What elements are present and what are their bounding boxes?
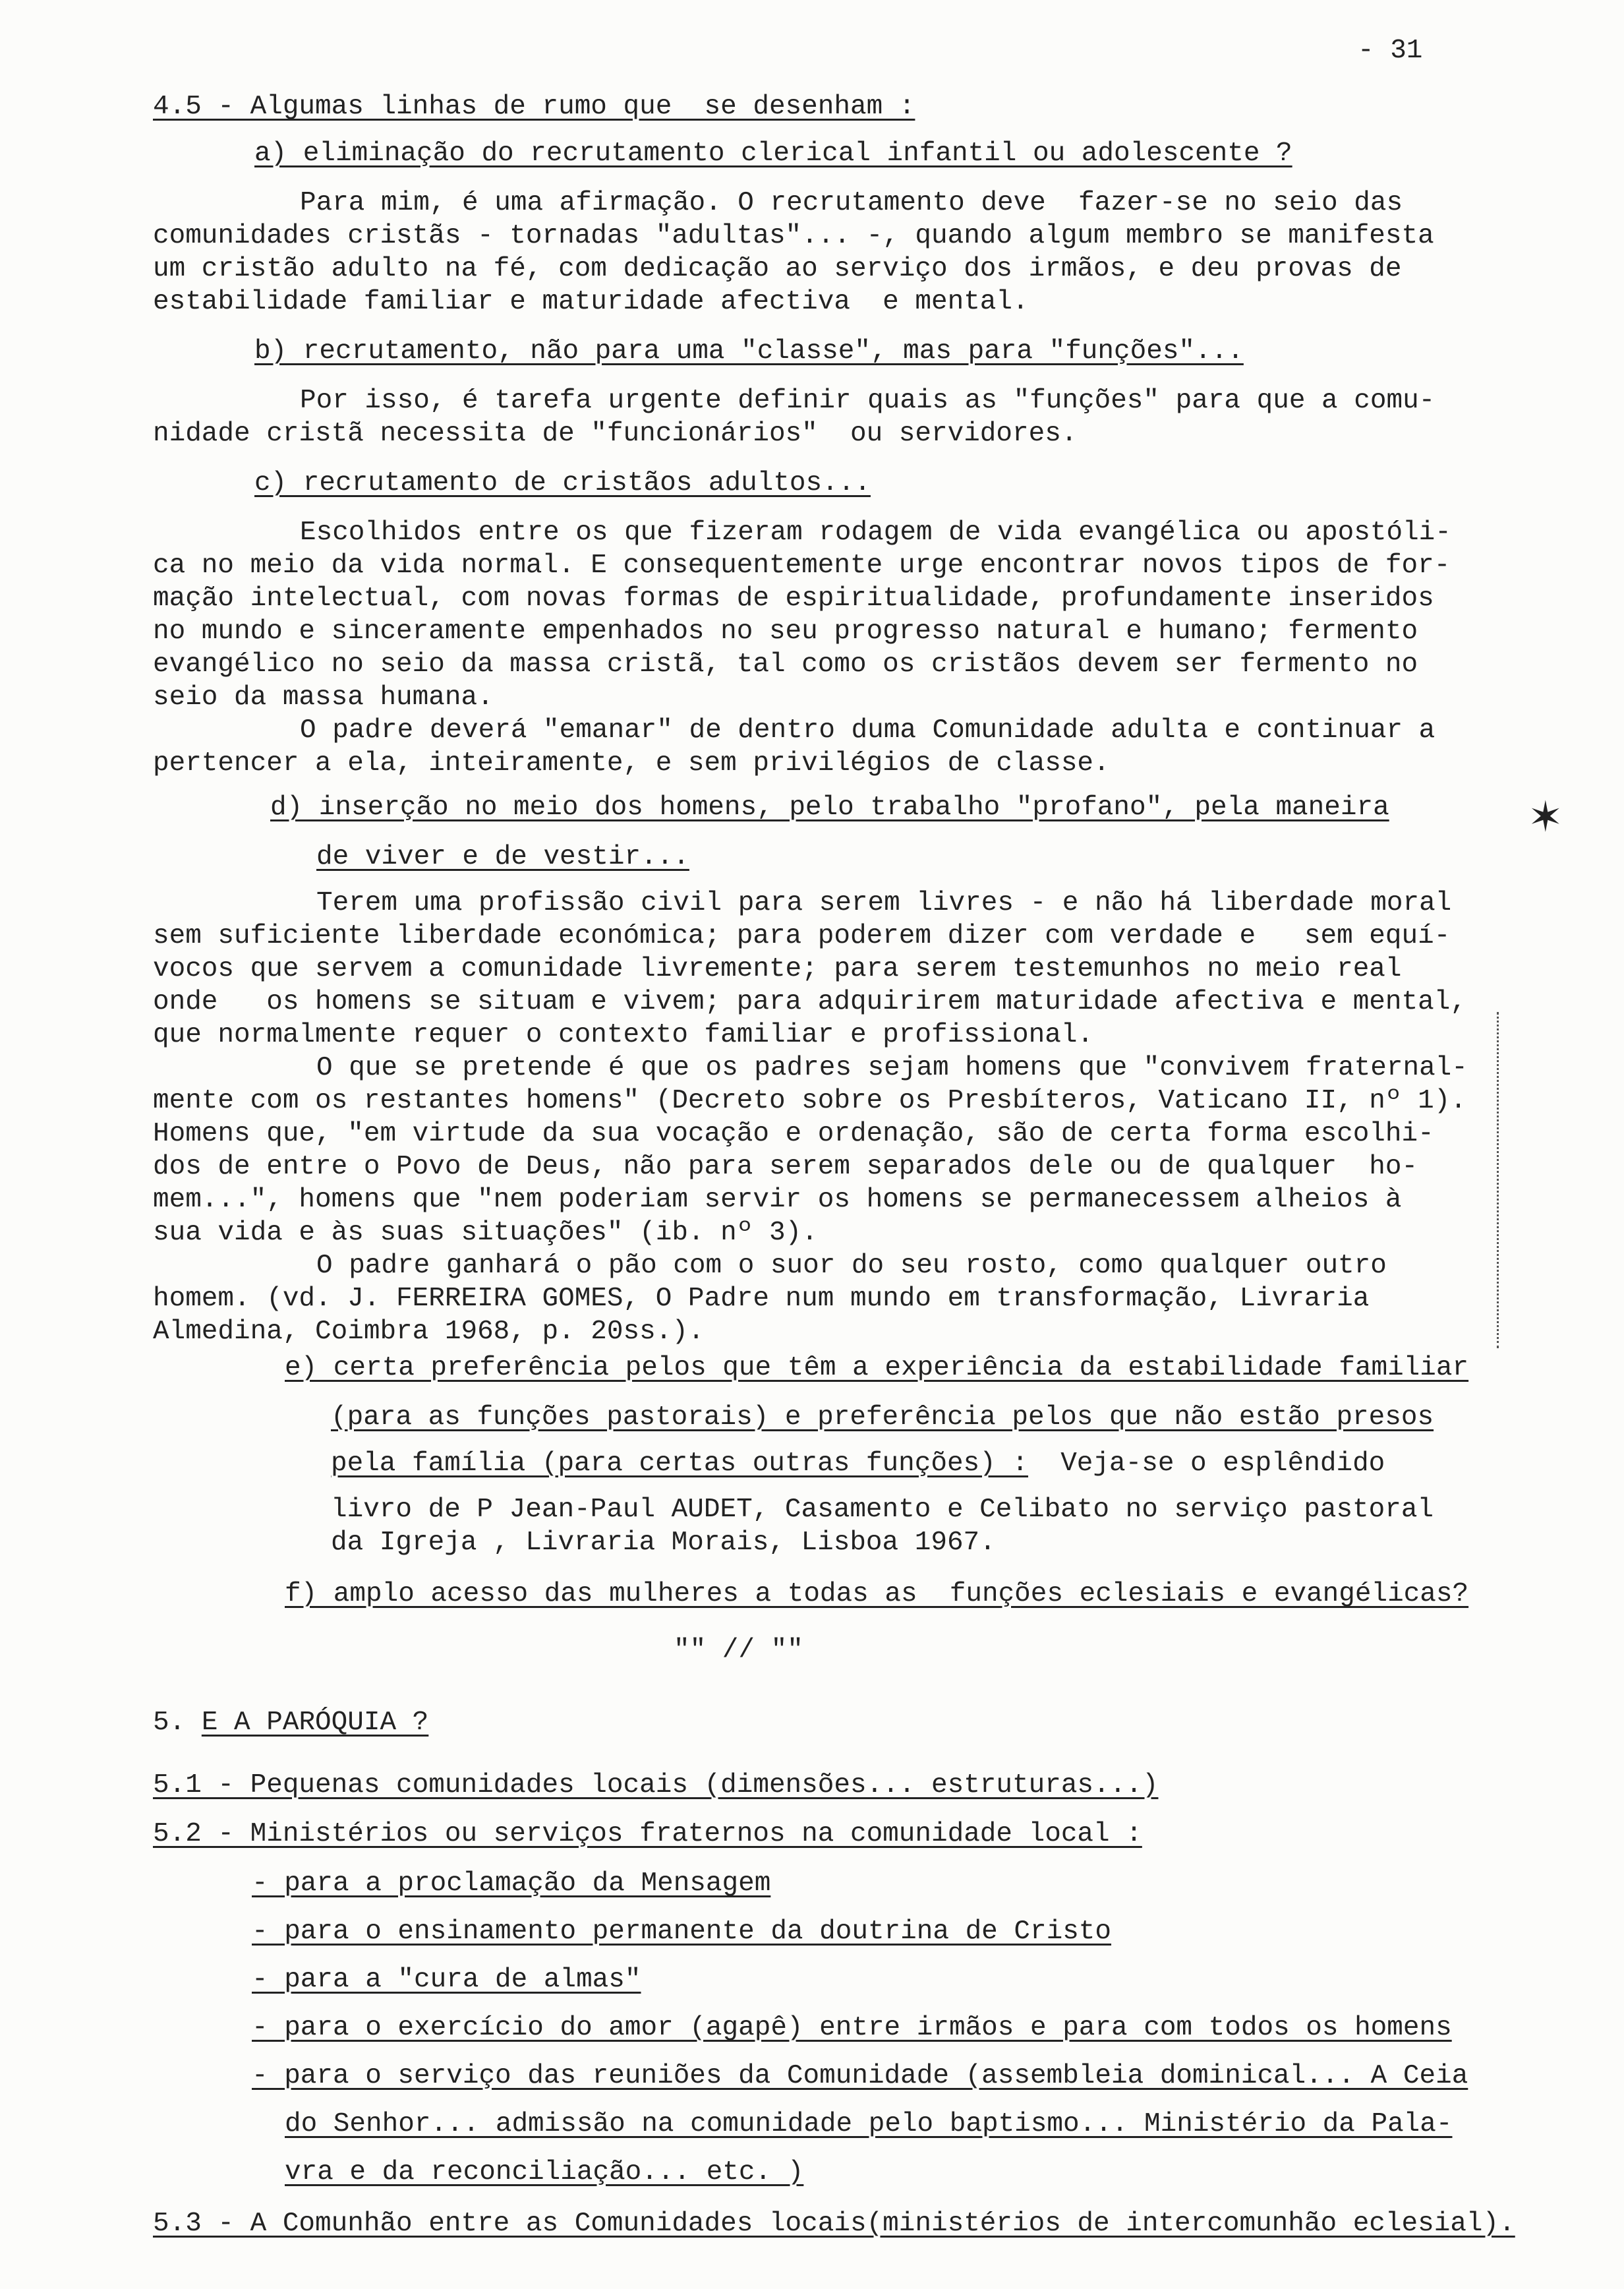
item-d-title: d) inserção no meio dos homens, pelo trabalho "profano", pela maneira [270, 792, 1389, 823]
ministry-item: - para a "cura de almas" [252, 1965, 641, 1995]
item-c-line: mação intelectual, com novas formas de espiritualidade, profundamente inseridos [153, 583, 1434, 614]
item-d-line: Terem uma profissão civil para serem livres - e não há liberdade moral [316, 888, 1452, 918]
item-e-title-line3 [331, 1447, 1385, 1480]
ministry-item-cont: vra e da reconciliação... etc. ) [285, 2157, 804, 2187]
item-c-line: pertencer a ela, inteiramente, e sem privilégios de classe. [153, 748, 1110, 779]
ministry-item-cont: do Senhor... admissão na comunidade pelo baptismo... Ministério da Pala- [285, 2109, 1453, 2139]
item-c-line: Escolhidos entre os que fizeram rodagem de vida evangélica ou apostóli- [300, 518, 1451, 548]
section-5-number: 5. [153, 1708, 186, 1738]
item-d-line: homem. (vd. J. FERREIRA GOMES, O Padre num mundo em transformação, Livraria [153, 1284, 1370, 1314]
item-d-line: O que se pretende é que os padres sejam homens que "convivem fraternal- [316, 1053, 1468, 1083]
item-d-line: mem...", homens que "nem poderiam servir os homens se permanecessem alheios à [153, 1185, 1402, 1215]
section-heading-5 [153, 1706, 428, 1739]
item-b-title: b) recrutamento, não para uma "classe", mas para "funções"... [254, 336, 1244, 367]
item-c-line: ca no meio da vida normal. E consequentemente urge encontrar novos tipos de for- [153, 550, 1451, 581]
item-e-title-end: pela família (para certas outras funções) : [331, 1448, 1028, 1479]
item-c-line: O padre deverá "emanar" de dentro duma Comunidade adulta e continuar a [300, 715, 1436, 746]
item-d-line: onde os homens se situam e vivem; para adquirirem maturidade afectiva e mental, [153, 987, 1466, 1017]
ministry-item: - para o ensinamento permanente da doutrina de Cristo [252, 1917, 1112, 1947]
section-5-title: E A PARÓQUIA ? [201, 1708, 429, 1738]
ministry-item: - para o exercício do amor (agapê) entre irmãos e para com todos os homens [252, 2013, 1452, 2043]
item-d-line: vocos que servem a comunidade livremente; para serem testemunhos no meio real [153, 954, 1402, 984]
section-heading-4-5: 4.5 - Algumas linhas de rumo que se desenham : [153, 92, 915, 122]
item-d-line: dos de entre o Povo de Deus, não para serem separados dele ou de qualquer ho- [153, 1152, 1418, 1182]
subsection-5-1: 5.1 - Pequenas comunidades locais (dimensões... estruturas...) [153, 1770, 1159, 1800]
item-d-line: O padre ganhará o pão com o suor do seu rosto, como qualquer outro [316, 1251, 1387, 1281]
item-c-line: no mundo e sinceramente empenhados no seu progresso natural e humano; fermento [153, 616, 1418, 647]
item-e-title: e) certa preferência pelos que têm a experiência da estabilidade familiar [285, 1353, 1469, 1383]
item-a-line: um cristão adulto na fé, com dedicação ao serviço dos irmãos, e deu provas de [153, 254, 1402, 284]
margin-dotted-line [1497, 1012, 1499, 1348]
item-d-line: sem suficiente liberdade económica; para poderem dizer com verdade e sem equí- [153, 921, 1451, 951]
ministry-item: - para a proclamação da Mensagem [252, 1868, 771, 1899]
item-d-line: mente com os restantes homens" (Decreto sobre os Presbíteros, Vaticano II, nº 1). [153, 1086, 1466, 1116]
item-d-line: sua vida e às suas situações" (ib. nº 3). [153, 1218, 818, 1248]
asterisk-margin-mark: ✶ [1528, 793, 1563, 842]
item-c-line: evangélico no seio da massa cristã, tal como os cristãos devem ser fermento no [153, 649, 1418, 680]
subsection-5-2: 5.2 - Ministérios ou serviços fraternos na comunidade local : [153, 1819, 1142, 1849]
item-d-line: Almedina, Coimbra 1968, p. 20ss.). [153, 1317, 705, 1347]
item-a-line: estabilidade familiar e maturidade afectiva e mental. [153, 287, 1029, 317]
item-c-title: c) recrutamento de cristãos adultos... [254, 468, 871, 498]
item-a-line: Para mim, é uma afirmação. O recrutamento deve fazer-se no seio das [300, 188, 1403, 218]
item-d-title-cont: de viver e de vestir... [316, 842, 689, 872]
page-number: - 31 [1358, 36, 1423, 66]
item-b-line: nidade cristã necessita de "funcionários" ou servidores. [153, 419, 1078, 449]
item-d-line: Homens que, "em virtude da sua vocação e ordenação, são de certa forma escolhi- [153, 1119, 1434, 1149]
item-a-line: comunidades cristãs - tornadas "adultas"... -, quando algum membro se manifesta [153, 221, 1434, 251]
item-b-line: Por isso, é tarefa urgente definir quais as "funções" para que a comu- [300, 386, 1436, 416]
item-e-title-cont: (para as funções pastorais) e preferência pelos que não estão presos [331, 1402, 1434, 1433]
item-f-title: f) amplo acesso das mulheres a todas as funções eclesiais e evangélicas? [285, 1579, 1469, 1609]
item-e-line: da Igreja , Livraria Morais, Lisboa 1967. [331, 1528, 996, 1558]
item-c-line: seio da massa humana. [153, 682, 494, 713]
subsection-5-3: 5.3 - A Comunhão entre as Comunidades locais(ministérios de intercomunhão eclesial). [153, 2209, 1515, 2239]
ministry-item: - para o serviço das reuniões da Comunidade (assembleia dominical... A Ceia [252, 2061, 1468, 2091]
section-separator: "" // "" [674, 1635, 803, 1665]
item-a-title: a) eliminação do recrutamento clerical infantil ou adolescente ? [254, 138, 1292, 169]
item-d-line: que normalmente requer o contexto familiar e profissional. [153, 1020, 1094, 1050]
item-e-tail: Veja-se o esplêndido [1060, 1448, 1385, 1479]
item-e-line: livro de P Jean-Paul AUDET, Casamento e Celibato no serviço pastoral [331, 1495, 1434, 1525]
